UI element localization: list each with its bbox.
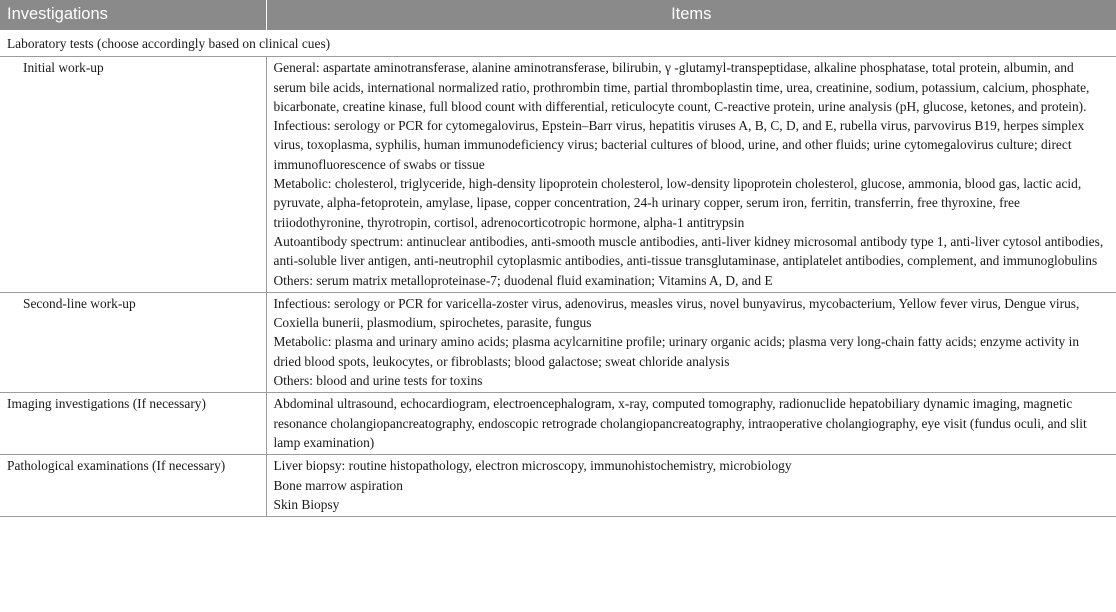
row-label-imaging: Imaging investigations (If necessary) <box>0 393 266 455</box>
row-label-pathology: Pathological examinations (If necessary) <box>0 455 266 517</box>
item-imaging: Abdominal ultrasound, echocardiogram, electroencephalogram, x-ray, computed tomography, radionuclide hepatobiliary dynamic imaging, magnetic resonance cholangiopancreatography, endoscopic retrograde cholangiopancreatography, intraoperative cholangiography, eye visit (fundus oculi, and slit lamp examination) <box>273 396 1087 450</box>
table-row-initial-workup <box>0 57 1116 293</box>
table-row-second-line-workup <box>0 292 1116 392</box>
row-items-initial-workup <box>266 57 1116 293</box>
item-others: Others: blood and urine tests for toxins <box>273 373 483 389</box>
item-liver-biopsy: Liver biopsy: routine histopathology, electron microscopy, immunohistochemistry, microbiology <box>273 458 792 474</box>
table-row-imaging <box>0 393 1116 455</box>
item-metabolic: Metabolic: plasma and urinary amino acids; plasma acylcarnitine profile; urinary organic acids; plasma very long-chain fatty acids; enzyme activity in dried blood spots, leukocytes, or fibroblasts; blood galactose; sweat chloride analysis <box>273 334 1080 369</box>
item-autoantibody: Autoantibody spectrum: antinuclear antibodies, anti-smooth muscle antibodies, anti-liver kidney microsomal antibody type 1, anti-liver cytosol antibodies, anti-soluble liver antigen, anti-neutrophil cytoplasmic antibodies, anti-tissue transglutaminase, antiplatelet antibodies, complement, and immunoglobulins <box>273 233 1104 269</box>
item-skin-biopsy: Skin Biopsy <box>273 496 340 512</box>
item-infectious: Infectious: serology or PCR for varicella-zoster virus, adenovirus, measles virus, novel bunyavirus, mycobacterium, Yellow fever virus, Dengue virus, Coxiella bunerii, plasmodium, spirochetes, parasite, fungus <box>273 295 1080 331</box>
item-bone-marrow: Bone marrow aspiration <box>273 477 403 493</box>
item-metabolic: Metabolic: cholesterol, triglyceride, high-density lipoprotein cholesterol, low-density lipoprotein cholesterol, glucose, ammonia, blood gas, lactic acid, pyruvate, alpha-fetoprotein, amylase, lipase, copper concentration, 24-h urinary copper, serum iron, ferritin, transferrin, free thyroxine, free triiodothyronine, thyrotropin, cortisol, adrenocorticotropic hormone, alpha-1 antitrypsin <box>273 176 1082 230</box>
header-items: Items <box>266 0 1116 30</box>
header-row <box>0 0 1116 30</box>
section-laboratory-tests: Laboratory tests (choose accordingly based on clinical cues) <box>0 30 1116 57</box>
table-row-pathology <box>0 455 1116 517</box>
section-row-laboratory <box>0 30 1116 57</box>
item-others: Others: serum matrix metalloproteinase-7; duodenal fluid examination; Vitamins A, D, and E <box>273 272 773 288</box>
header-investigations: Investigations <box>0 0 266 30</box>
row-label-initial-workup: Initial work-up <box>0 57 266 293</box>
row-items-imaging <box>266 393 1116 455</box>
row-items-pathology <box>266 455 1116 517</box>
row-items-second-line-workup <box>266 292 1116 392</box>
item-infectious: Infectious: serology or PCR for cytomegalovirus, Epstein–Barr virus, hepatitis viruses A, B, C, D, and E, rubella virus, parvovirus B19, herpes simplex virus, toxoplasma, syphilis, human immunodeficiency virus; bacterial cultures of blood, urine, and other fluids; urine cytomegalovirus culture; direct immunofluorescence of swabs or tissue <box>273 118 1085 172</box>
item-general: General: aspartate aminotransferase, alanine aminotransferase, bilirubin, γ -glutamyl-transpeptidase, alkaline phosphatase, total protein, albumin, and serum bile acids, international normalized ratio, prothrombin time, partial thromboplastin time, urea, creatinine, sodium, potassium, calcium, phosphate, bicarbonate, creatine kinase, full blood count with differential, reticulocyte count, C-reactive protein, urine analysis (pH, glucose, ketones, and protein). <box>273 60 1090 114</box>
row-label-second-line-workup: Second-line work-up <box>0 292 266 392</box>
